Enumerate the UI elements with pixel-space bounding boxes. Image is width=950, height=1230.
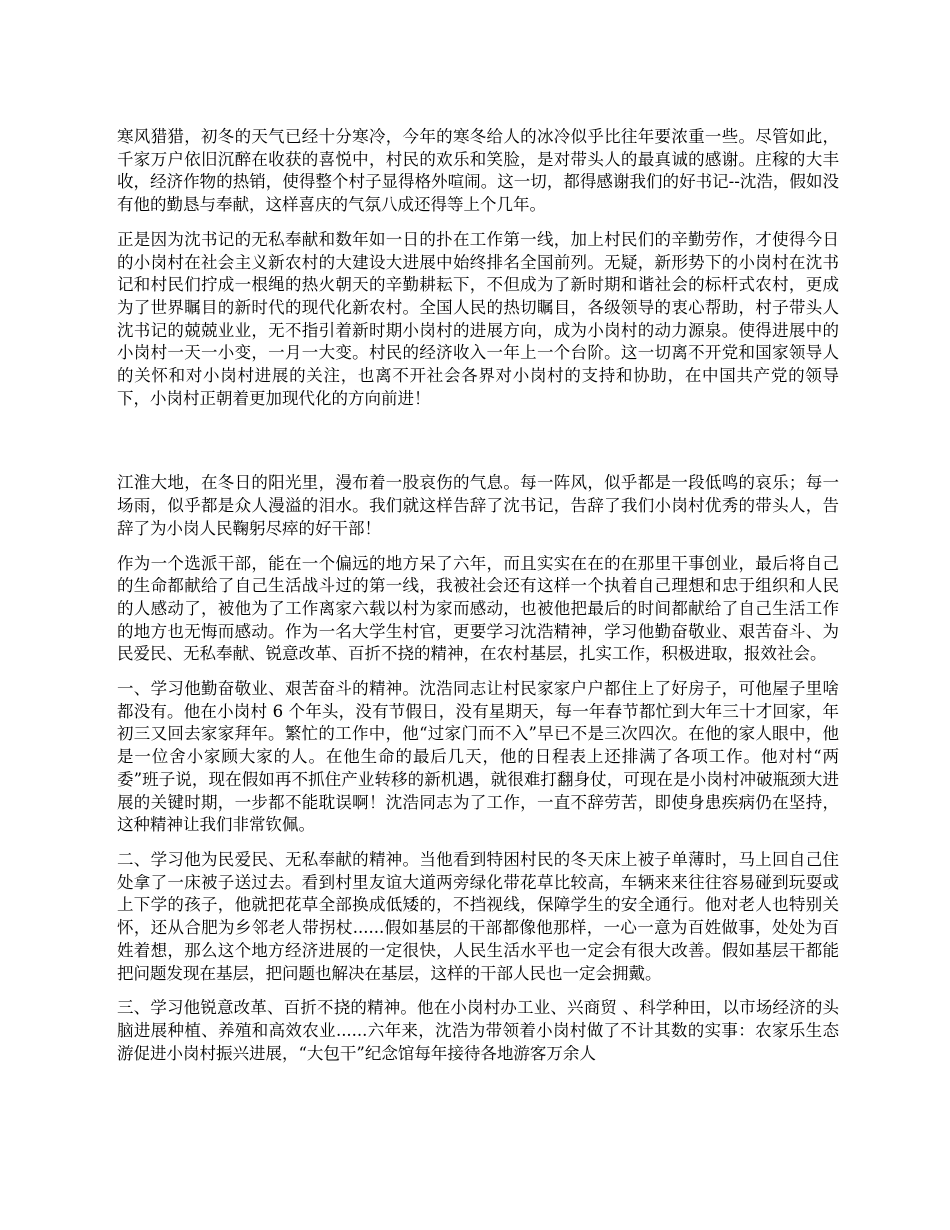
paragraph-point-three: 三、学习他锐意改革、百折不挠的精神。他在小岗村办工业、兴商贸 、科学种田，以市场经济的头脑进展种植、养殖和高效农业......六年来，沈浩为带领着小岗村做了不计其数的实事：农家乐生态游促进小岗村振兴进展，“大包干”纪念馆每年接待各地游客万余人: [117, 998, 839, 1063]
paragraph-intro-winter: 寒风猎猎，初冬的天气已经十分寒冷，今年的寒冬给人的冰冷似乎比往年要浓重一些。尽管如此，千家万户依旧沉醉在收获的喜悦中，村民的欢乐和笑脸，是对带头人的最真诚的感谢。庄稼的大丰收，经济作物的热销，使得整个村子显得格外喧闹。这一切，都得感谢我们的好书记--沈浩，假如没有他的勤恳与奉献，这样喜庆的气氛八成还得等上个几年。: [117, 127, 839, 215]
paragraph-mourning: 江淮大地，在冬日的阳光里，漫布着一股哀伤的气息。每一阵风，似乎都是一段低鸣的哀乐；每一场雨，似乎都是众人漫溢的泪水。我们就这样告辞了沈书记，告辞了我们小岗村优秀的带头人，告辞了为小岗人民鞠躬尽瘁的好干部！: [117, 473, 839, 538]
section-spacer: [117, 422, 839, 472]
paragraph-point-one: 一、学习他勤奋敬业、艰苦奋斗的精神。沈浩同志让村民家家户户都住上了好房子，可他屋子里啥都没有。他在小岗村 6 个年头，没有节假日，没有星期天，每一年春节都忙到大年三十才回家，年初三又回去家家拜年。繁忙的工作中，他“过家门而不入”早已不是三次四次。在他的家人眼中，他是一位舍小家顾大家的人。在他生命的最后几天，他的日程表上还排满了各项工作。他对村“两委”班子说，现在假如再不抓住产业转移的新机遇，就很难打翻身仗，可现在是小岗村冲破瓶颈大进展的关键时期，一步都不能耽误啊！沈浩同志为了工作，一直不辞劳苦，即使身患疾病仍在坚持，这种精神让我们非常钦佩。: [117, 679, 839, 835]
document-body: [117, 126, 839, 1077]
paragraph-point-two: 二、学习他为民爱民、无私奉献的精神。当他看到特困村民的冬天床上被子单薄时，马上回自己住处拿了一床被子送过去。看到村里友谊大道两旁绿化带花草比较高，车辆来来往往容易碰到玩耍或上下学的孩子，他就把花草全部换成低矮的，不挡视线，保障学生的安全通行。他对老人也特别关怀，还从合肥为乡邻老人带拐杖......假如基层的干部都像他那样，一心一意为百姓做事，处处为百姓着想，那么这个地方经济进展的一定很快，人民生活水平也一定会有很大改善。假如基层干都能把问题发现在基层，把问题也解决在基层，这样的干部人民也一定会拥戴。: [117, 849, 839, 983]
paragraph-selected-cadre: 作为一个选派干部，能在一个偏远的地方呆了六年，而且实实在在的在那里干事创业，最后将自己的生命都献给了自己生活战斗过的第一线，我被社会还有这样一个执着自己理想和忠于组织和人民的人感动了，被他为了工作离家六载以村为家而感动，也被他把最后的时间都献给了自己生活工作的地方也无悔而感动。作为一名大学生村官，更要学习沈浩精神，学习他勤奋敬业、艰苦奋斗、为民爱民、无私奉献、锐意改革、百折不挠的精神，在农村基层，扎实工作，积极进取，报效社会。: [117, 553, 839, 664]
paragraph-village-progress: 正是因为沈书记的无私奉献和数年如一日的扑在工作第一线，加上村民们的辛勤劳作，才使得今日的小岗村在社会主义新农村的大建设大进展中始终排名全国前列。无疑，新形势下的小岗村在沈书记和村民们拧成一根绳的热火朝天的辛勤耕耘下，不但成为了新时期和谐社会的标杆式农村，更成为了世界瞩目的新时代的现代化新农村。全国人民的热切瞩目，各级领导的衷心帮助，村子带头人沈书记的兢兢业业，无不指引着新时期小岗村的进展方向，成为小岗村的动力源泉。使得进展中的小岗村一天一小变，一月一大变。村民的经济收入一年上一个台阶。这一切离不开党和国家领导人的关怀和对小岗村进展的关注，也离不开社会各界对小岗村的支持和协助，在中国共产党的领导下，小岗村正朝着更加现代化的方向前进！: [117, 229, 839, 408]
